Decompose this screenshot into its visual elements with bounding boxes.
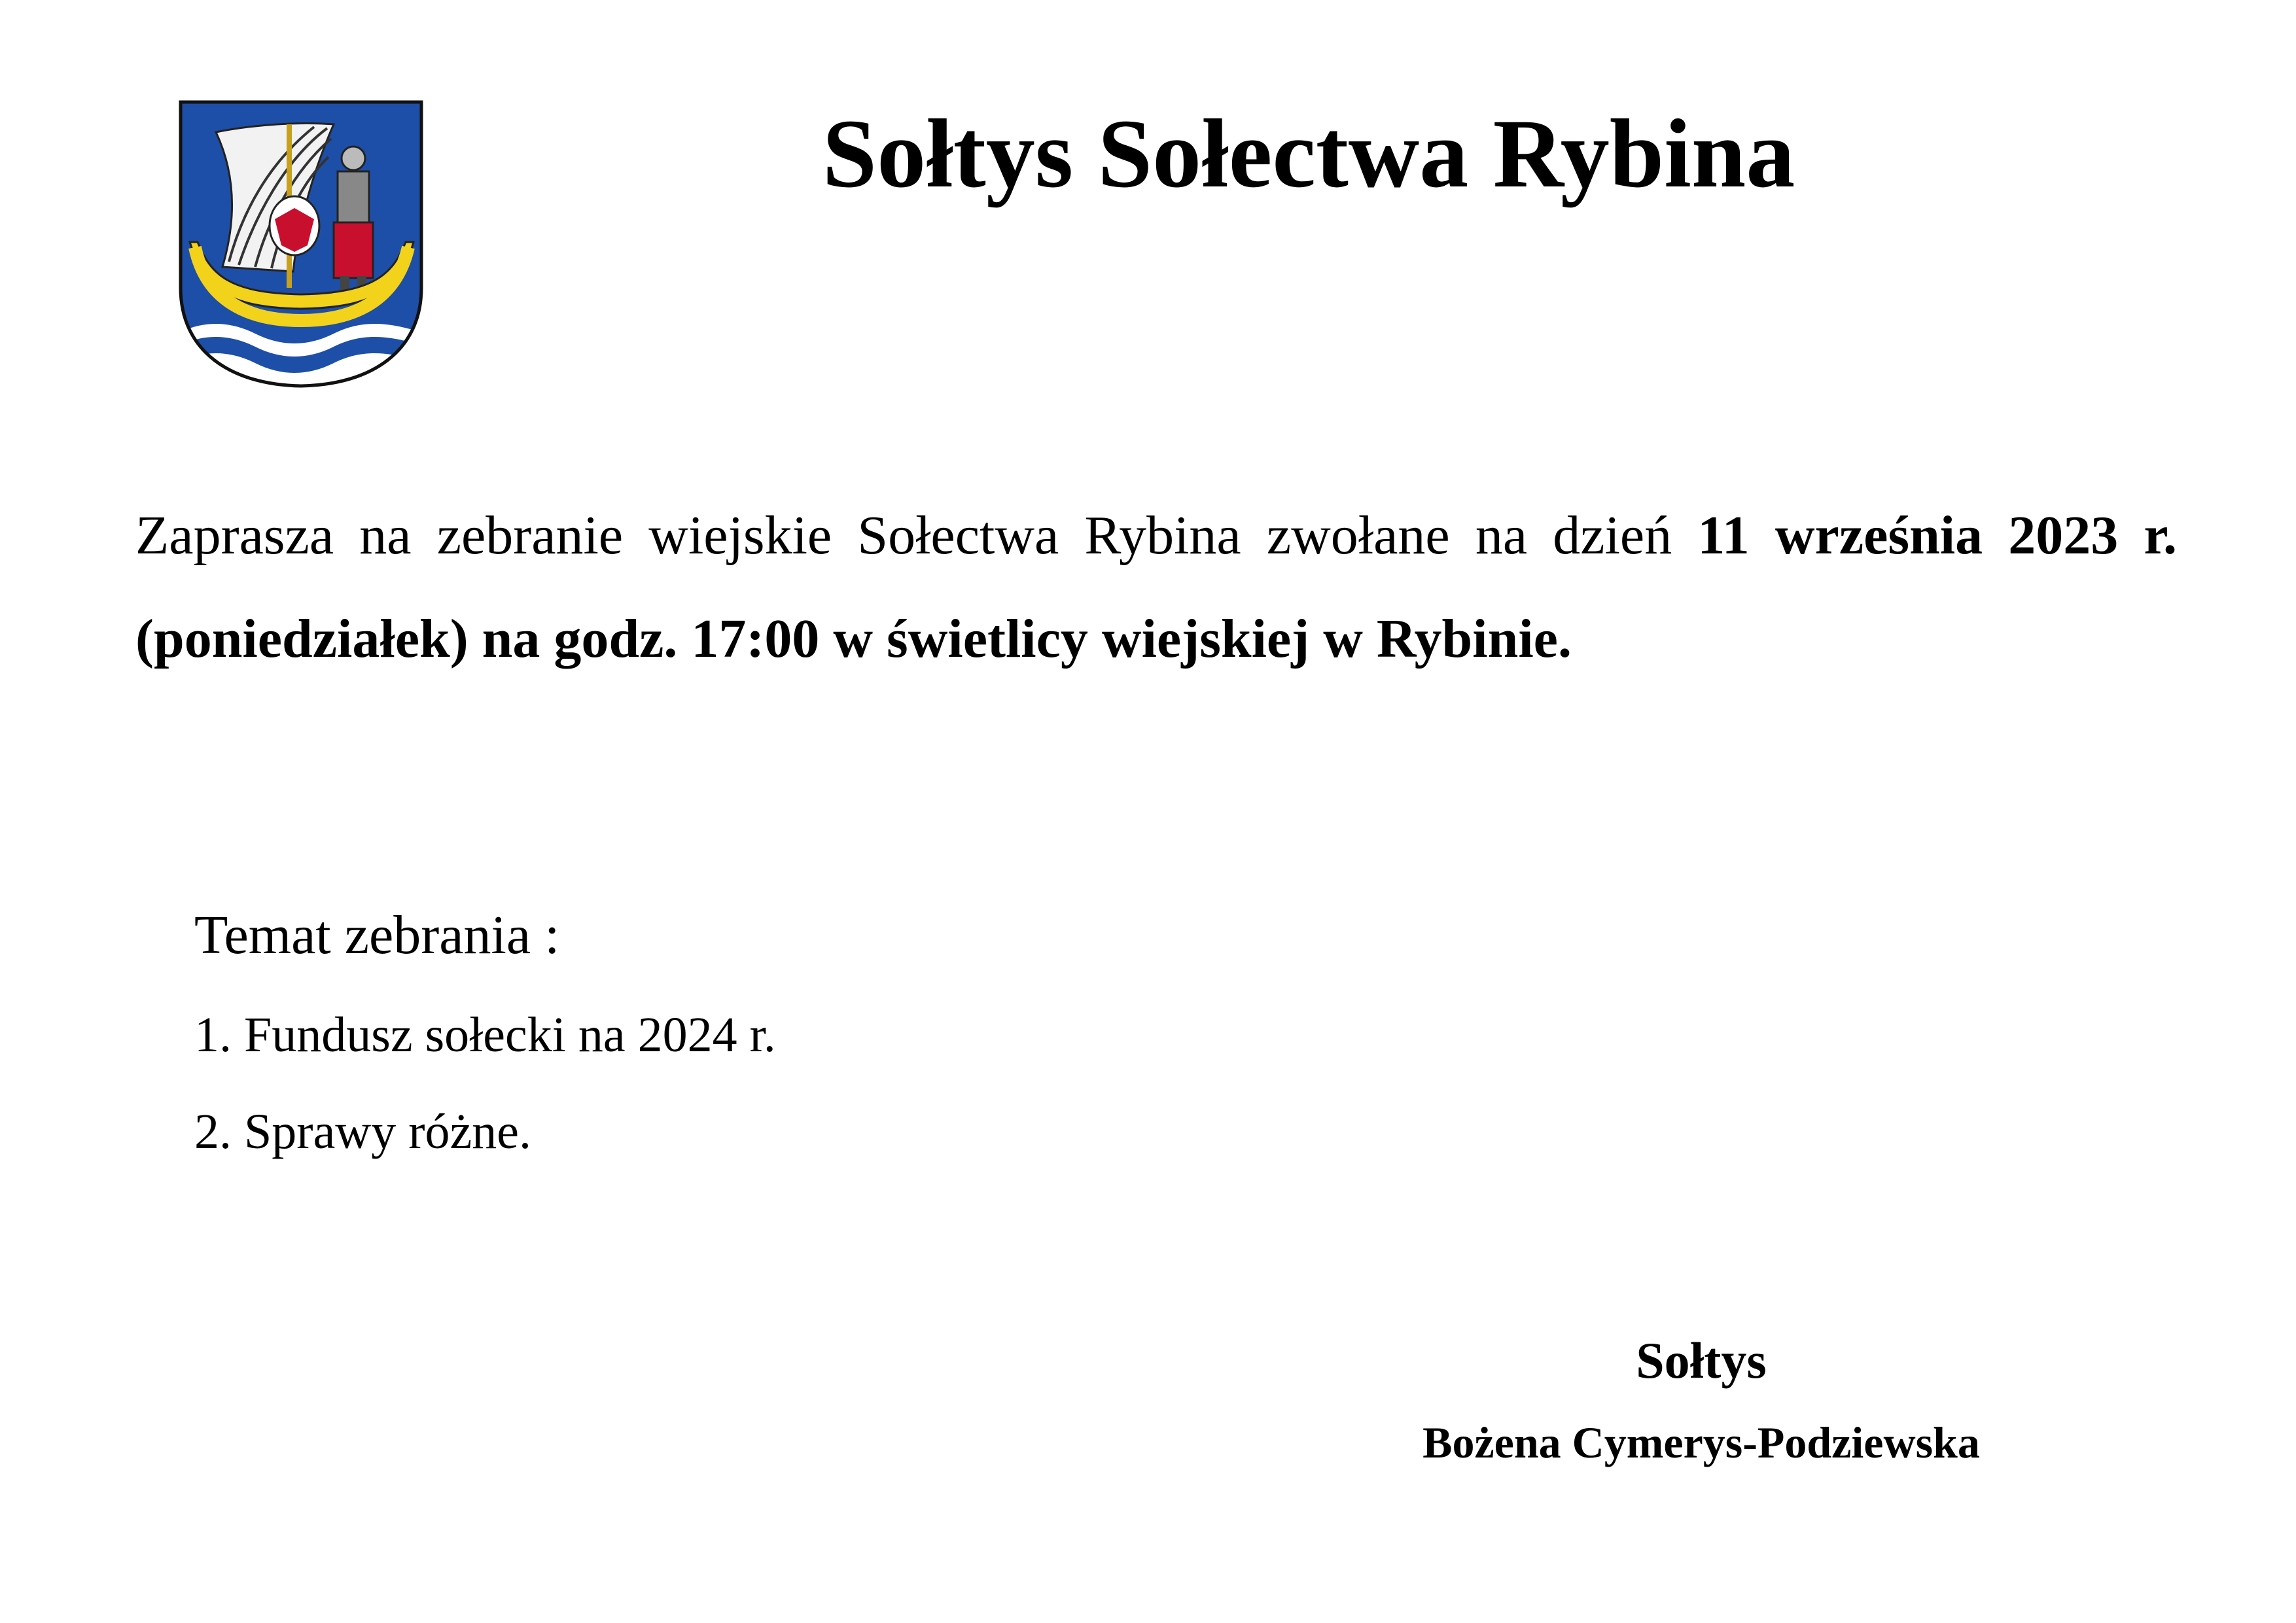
agenda-item-2: 2. Sprawy różne.: [194, 1104, 531, 1159]
meeting-details: 11 września 2023 r. (poniedziałek) na godz. 17:00 w świetlicy wiejskiej w Rybinie.: [135, 505, 2178, 669]
announcement-text: [135, 484, 2177, 691]
agenda: [194, 903, 1503, 1196]
agenda-item-1: 1. Fundusz sołecki na 2024 r.: [194, 1007, 776, 1062]
signature-block: [1341, 1328, 2061, 1472]
coat-of-arms-icon: [177, 98, 425, 389]
announcement-intro: Zaprasza na zebranie wiejskie Sołectwa Rybina zwołane na dzień: [135, 505, 1672, 566]
signature-role: Sołtys: [1636, 1332, 1767, 1389]
signature-name: Bożena Cymerys-Podziewska: [1422, 1418, 1980, 1467]
agenda-heading: Temat zebrania :: [194, 905, 560, 966]
page-title: Sołtys Sołectwa Rybina: [822, 99, 1795, 208]
